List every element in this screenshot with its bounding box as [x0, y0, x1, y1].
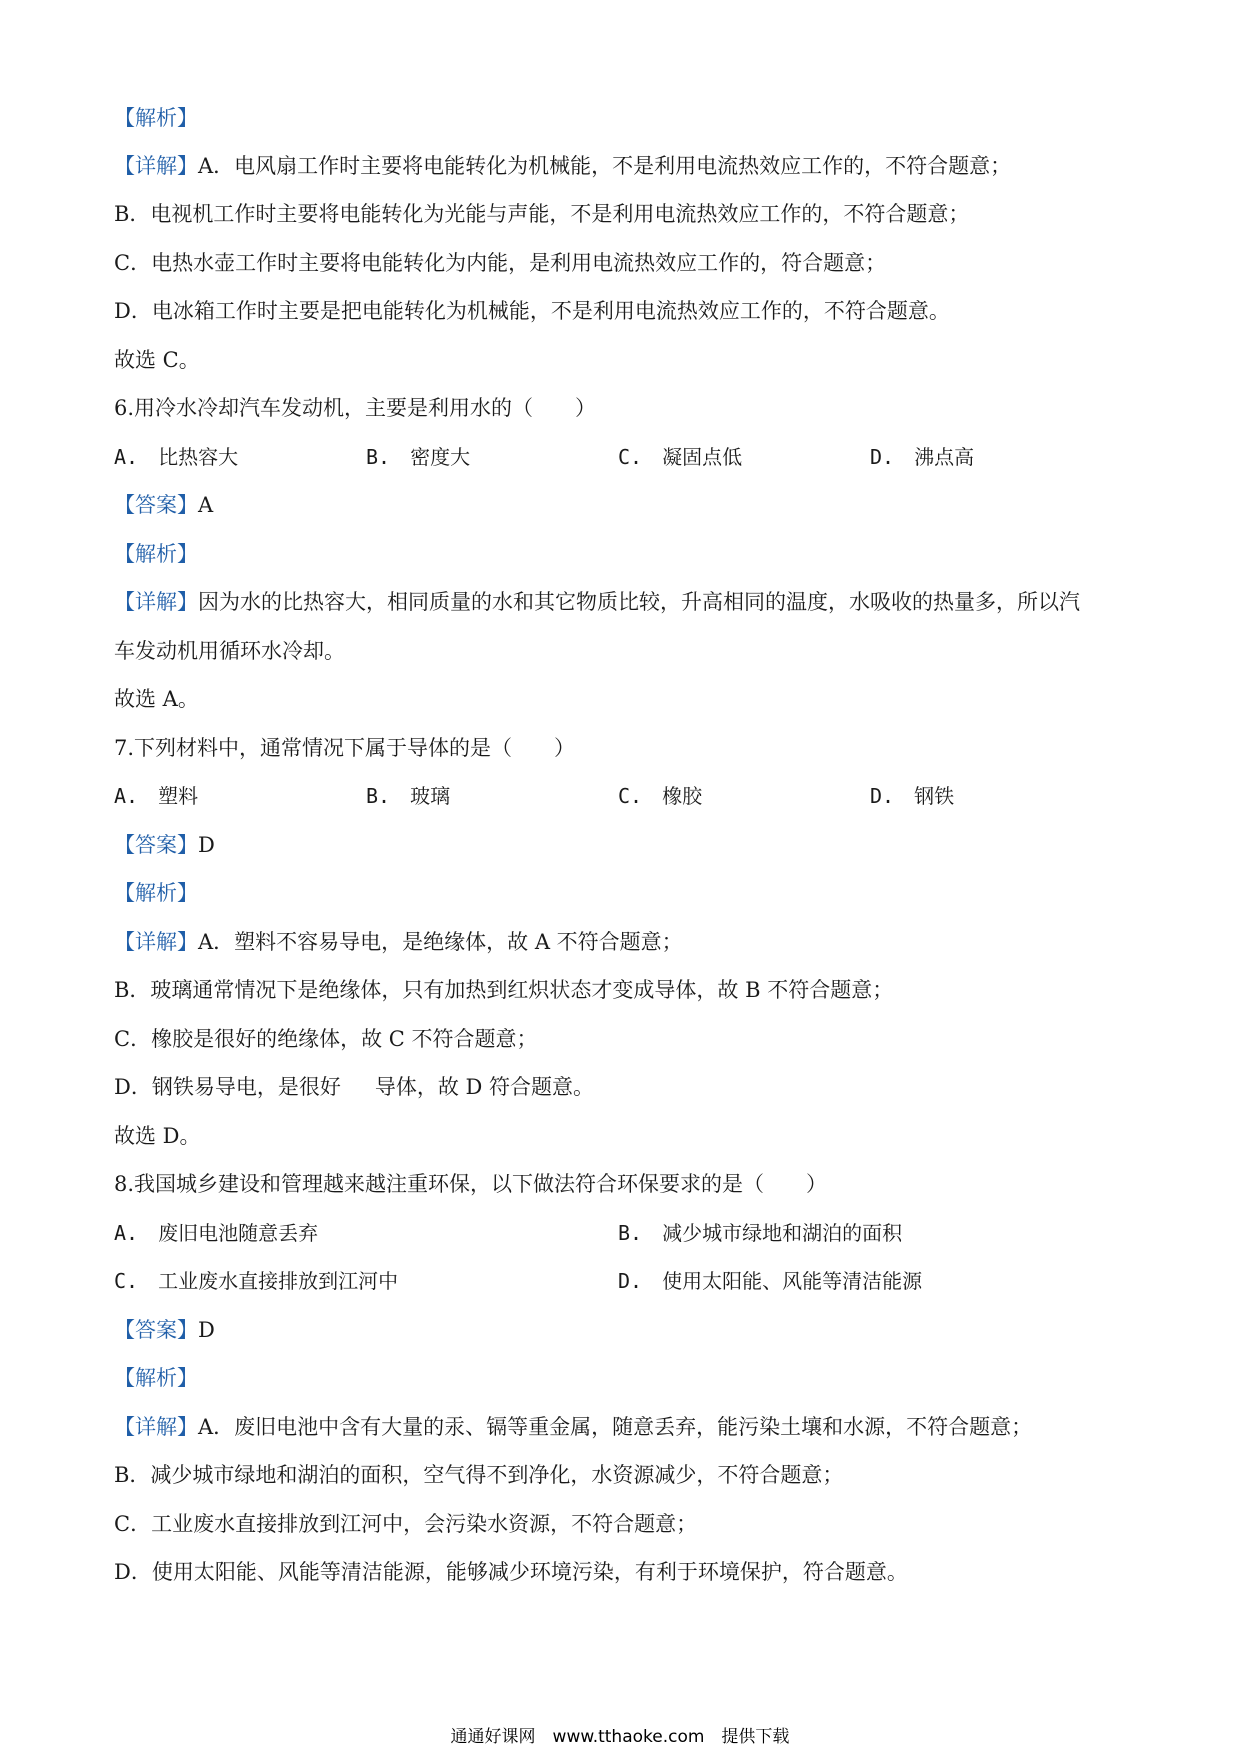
- detail-line: B．玻璃通常情况下是绝缘体，只有加热到红炽状态才变成导体，故 B 不符合题意；: [114, 978, 894, 1002]
- option-a: A. 塑料: [114, 784, 199, 808]
- detail-line: D．电冰箱工作时主要是把电能转化为机械能，不是利用电流热效应工作的，不符合题意。: [114, 299, 950, 323]
- detail-line: 车发动机用循环水冷却。: [114, 639, 345, 663]
- question-7: 7.下列材料中，通常情况下属于导体的是（ ）: [114, 736, 576, 760]
- option-c: C. 橡胶: [618, 784, 703, 808]
- answer-value: A: [198, 493, 214, 517]
- answer-tag: 【答案】: [114, 1318, 198, 1342]
- detail-text: 导体，故 D 符合题意。: [374, 1075, 595, 1099]
- option-a: A. 废旧电池随意丢弃: [114, 1221, 319, 1245]
- answer-value: D: [198, 833, 215, 857]
- answer-line: [114, 1316, 215, 1344]
- detail-text: 因为水的比热容大，相同质量的水和其它物质比较，升高相同的温度，水吸收的热量多，所以汽: [198, 590, 1080, 614]
- detail-line: [114, 1413, 1032, 1441]
- option-a: A. 比热容大: [114, 445, 239, 469]
- option-c: C. 凝固点低: [618, 445, 743, 469]
- question-6: 6.用冷水冷却汽车发动机，主要是利用水的（ ）: [114, 396, 597, 420]
- analysis-tag: 【解析】: [114, 542, 198, 566]
- detail-line: [114, 588, 1080, 616]
- answer-value: D: [198, 1318, 215, 1342]
- detail-text: A．塑料不容易导电，是绝缘体，故 A 不符合题意；: [198, 930, 683, 954]
- detail-line: [114, 1073, 594, 1101]
- detail-line: C．工业废水直接排放到江河中，会污染水资源，不符合题意；: [114, 1512, 698, 1536]
- detail-line: C．电热水壶工作时主要将电能转化为内能，是利用电流热效应工作的，符合题意；: [114, 251, 887, 275]
- answer-tag: 【答案】: [114, 833, 198, 857]
- detail-tag: 【详解】: [114, 590, 198, 614]
- option-d: D. 使用太阳能、风能等清洁能源: [618, 1269, 923, 1293]
- detail-line: D．使用太阳能、风能等清洁能源，能够减少环境污染，有利于环境保护，符合题意。: [114, 1560, 908, 1584]
- detail-tag: 【详解】: [114, 1415, 198, 1439]
- option-b: B. 减少城市绿地和湖泊的面积: [618, 1221, 903, 1245]
- option-d: D. 沸点高: [870, 445, 975, 469]
- detail-line: [114, 152, 1011, 180]
- page-footer: 通通好课网 www.tthaoke.com 提供下载: [450, 1727, 790, 1747]
- analysis-tag: 【解析】: [114, 106, 198, 130]
- option-b: B. 密度大: [366, 445, 471, 469]
- answer-line: [114, 831, 215, 859]
- answer-tag: 【答案】: [114, 493, 198, 517]
- detail-line: B．减少城市绿地和湖泊的面积，空气得不到净化，水资源减少，不符合题意；: [114, 1463, 844, 1487]
- detail-line: C．橡胶是很好的绝缘体，故 C 不符合题意；: [114, 1027, 538, 1051]
- answer-line: [114, 491, 213, 519]
- choice-line: 故选 D。: [114, 1124, 201, 1148]
- analysis-tag: 【解析】: [114, 1366, 198, 1390]
- choice-line: 故选 A。: [114, 687, 199, 711]
- detail-line: [114, 928, 683, 956]
- detail-line: B．电视机工作时主要将电能转化为光能与声能，不是利用电流热效应工作的，不符合题意；: [114, 202, 970, 226]
- detail-tag: 【详解】: [114, 154, 198, 178]
- option-b: B. 玻璃: [366, 784, 451, 808]
- analysis-tag: 【解析】: [114, 881, 198, 905]
- detail-text: D．钢铁易导电，是很好: [114, 1075, 341, 1099]
- choice-line: 故选 C。: [114, 348, 200, 372]
- detail-text: A．电风扇工作时主要将电能转化为机械能，不是利用电流热效应工作的，不符合题意；: [198, 154, 1012, 178]
- option-d: D. 钢铁: [870, 784, 955, 808]
- question-8: 8.我国城乡建设和管理越来越注重环保，以下做法符合环保要求的是（ ）: [114, 1172, 828, 1196]
- detail-tag: 【详解】: [114, 930, 198, 954]
- detail-text: A．废旧电池中含有大量的汞、镉等重金属，随意丢弃，能污染土壤和水源，不符合题意；: [198, 1415, 1033, 1439]
- option-c: C. 工业废水直接排放到江河中: [114, 1269, 399, 1293]
